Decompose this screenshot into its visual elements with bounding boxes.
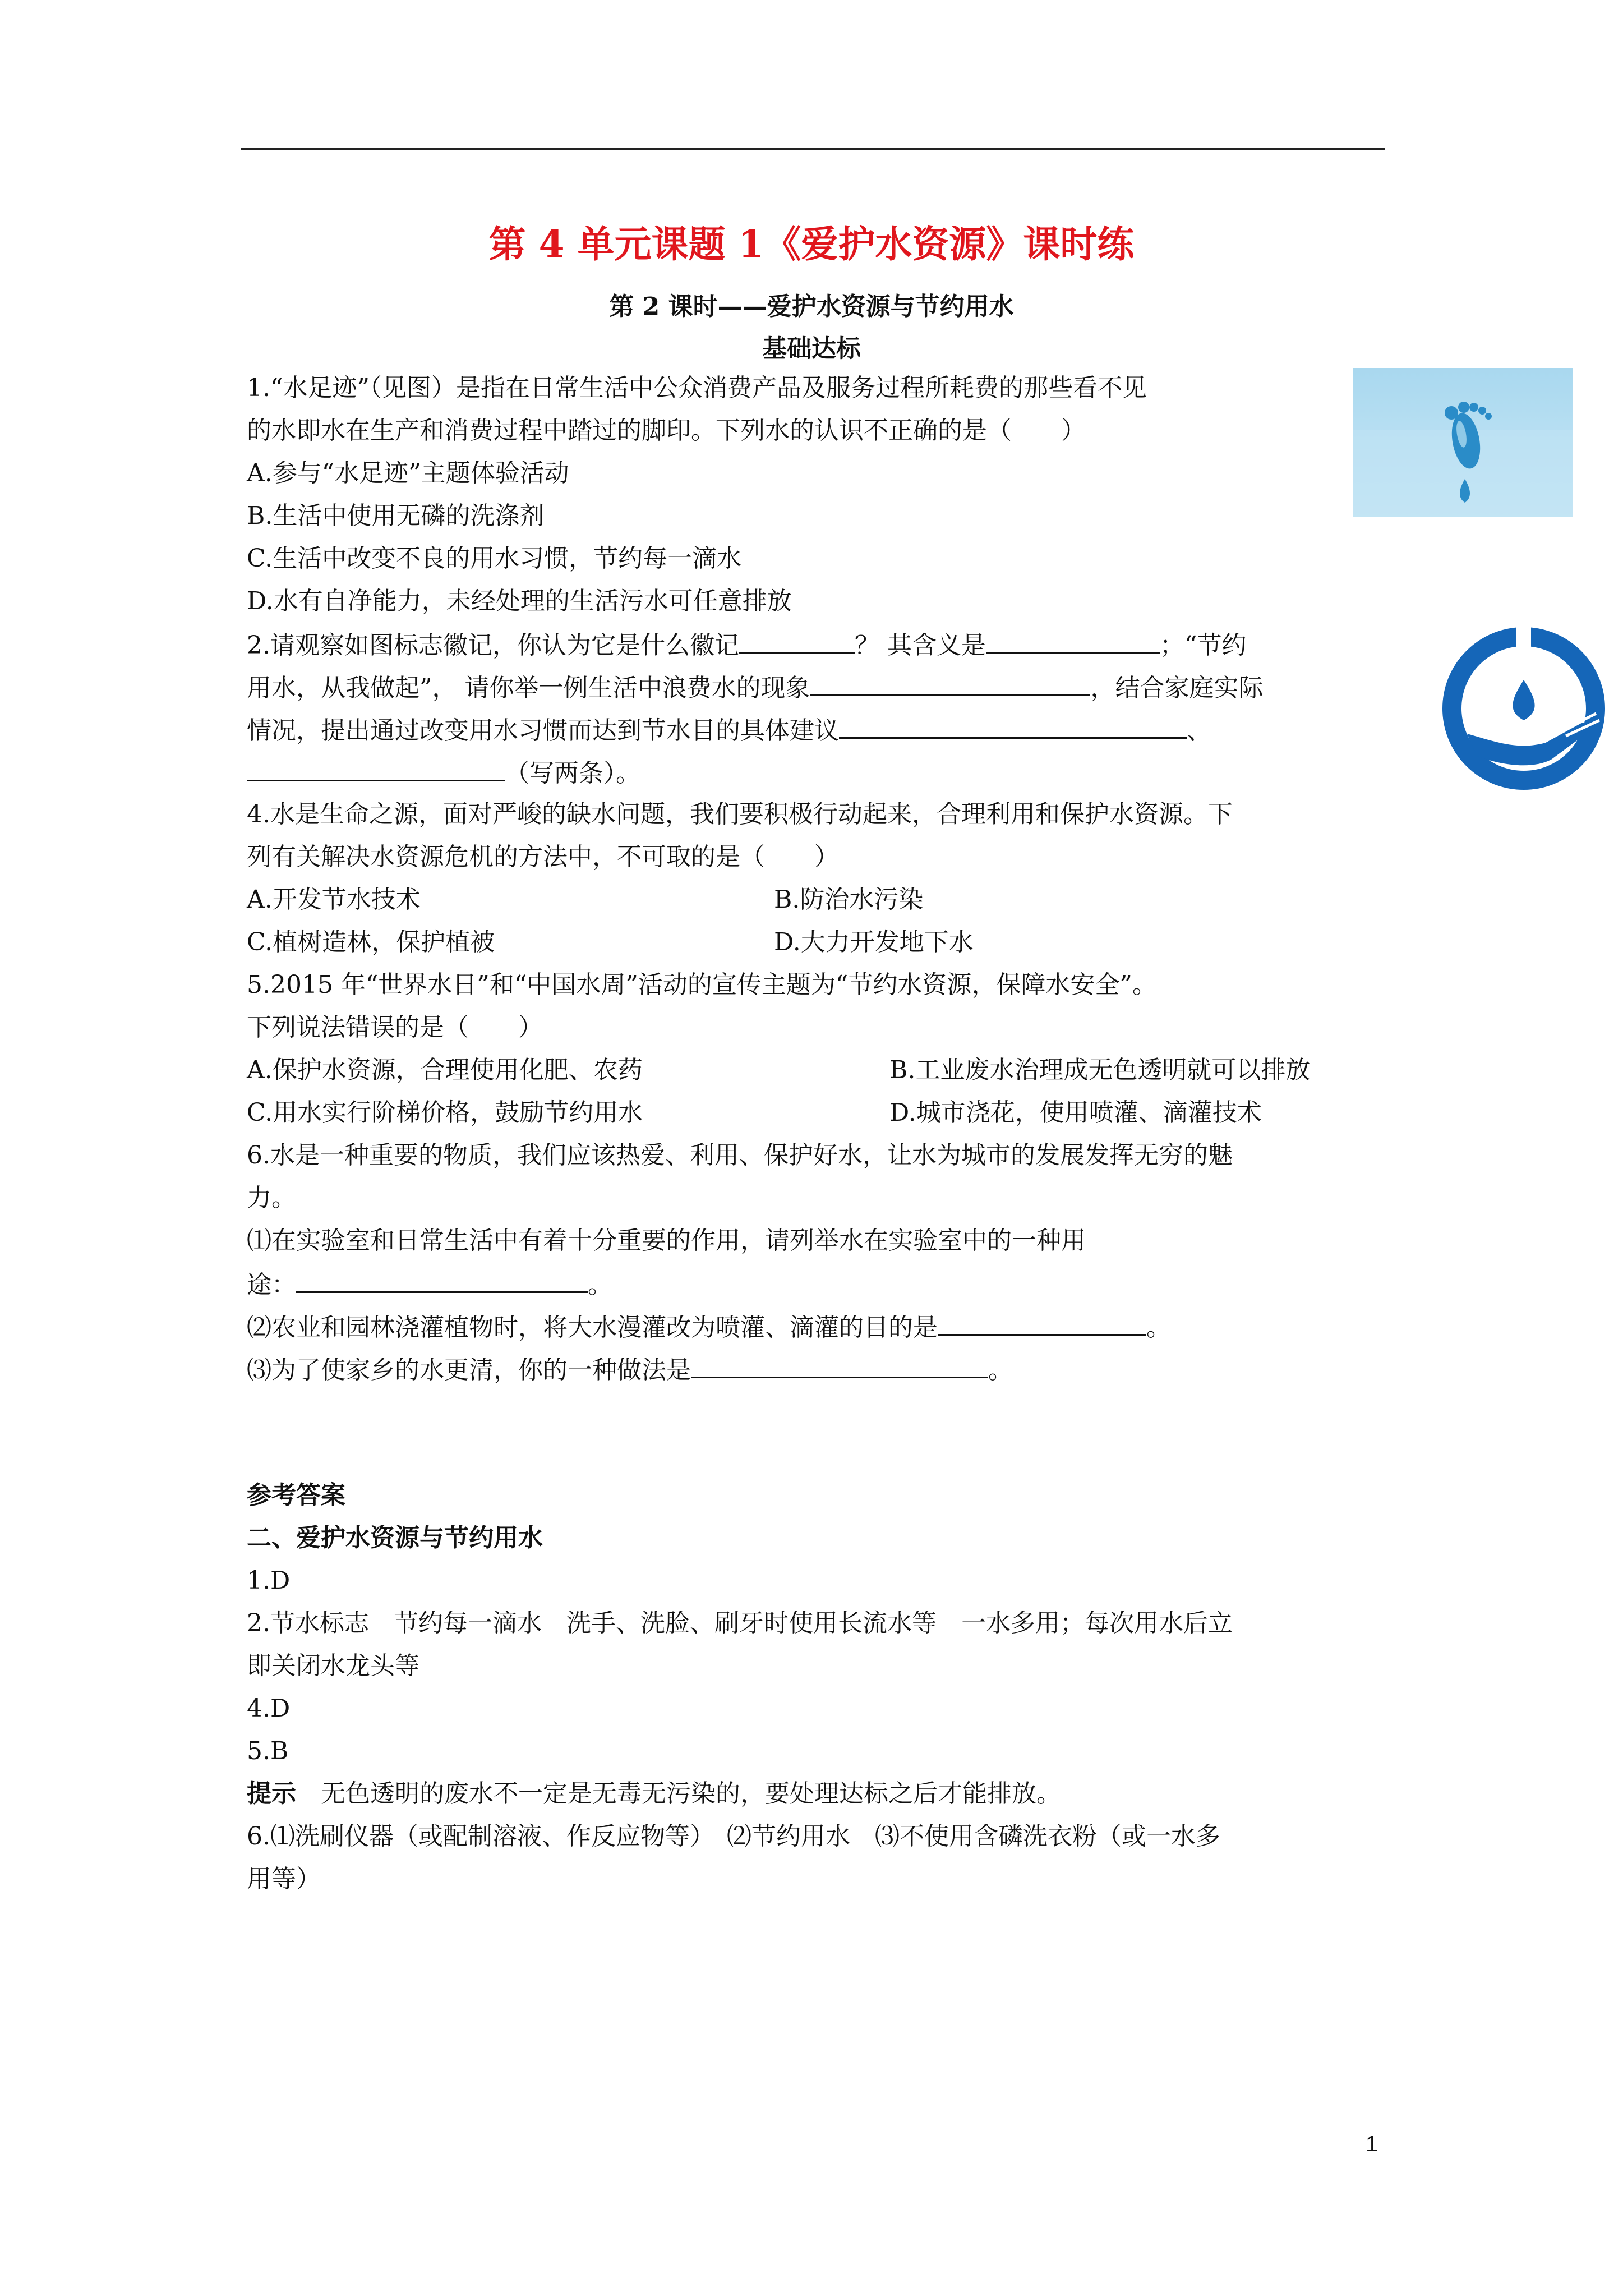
q5-option-b: B.工业废水治理成无色透明就可以排放 xyxy=(889,1056,1311,1084)
q2-blank-waste-example[interactable] xyxy=(810,670,1090,696)
q6-part3 xyxy=(247,1352,1013,1387)
q2-text-1a: 2.请观察如图标志徽记，你认为它是什么徽记 xyxy=(247,631,739,660)
answer-2-line1: 2.节水标志 节约每一滴水 洗手、洗脸、刷牙时使用长流水等 一水多用；每次用水后立 xyxy=(247,1609,1233,1637)
answer-4: 4.D xyxy=(247,1694,291,1723)
hint-text: 无色透明的废水不一定是无毒无污染的，要处理达标之后才能排放。 xyxy=(296,1779,1061,1808)
q6-part3-end: 。 xyxy=(988,1356,1013,1384)
q5-option-c: C.用水实行阶梯价格，鼓励节约用水 xyxy=(247,1098,643,1127)
header-rule xyxy=(241,148,1385,150)
q4-stem-line2: 列有关解决水资源危机的方法中，不可取的是（ ） xyxy=(247,843,839,871)
q1-stem-line2: 的水即水在生产和消费过程中踏过的脚印。下列水的认识不正确的是（ ） xyxy=(247,416,1086,445)
q2-text-3b: 、 xyxy=(1187,716,1211,745)
q6-part1-label: 途： xyxy=(247,1271,296,1299)
q2-blank-suggestion-1[interactable] xyxy=(839,712,1187,739)
answer-2-line2: 即关闭水龙头等 xyxy=(247,1651,419,1680)
q6-part2-text: ⑵农业和园林浇灌植物时，将大水漫灌改为喷灌、滴灌的目的是 xyxy=(247,1313,938,1342)
q6-blank-clean-water-action[interactable] xyxy=(691,1352,988,1378)
q6-stem-line1: 6.水是一种重要的物质，我们应该热爱、利用、保护好水，让水为城市的发展发挥无穷的魅 xyxy=(247,1141,1233,1170)
q4-option-c: C.植树造林，保护植被 xyxy=(247,928,495,956)
q2-line1 xyxy=(247,627,1246,662)
answers-section: 二、爱护水资源与节约用水 xyxy=(247,1524,543,1552)
page-number: 1 xyxy=(1366,2132,1378,2156)
lesson-subtitle: 第 2 课时——爱护水资源与节约用水 xyxy=(609,292,1014,321)
q2-blank-emblem[interactable] xyxy=(739,627,855,654)
q2-text-4: （写两条）。 xyxy=(505,759,640,788)
answer-1: 1.D xyxy=(247,1566,291,1595)
q6-stem-line2: 力。 xyxy=(247,1184,296,1212)
answer-5-hint xyxy=(247,1777,1061,1811)
q6-part1-line2 xyxy=(247,1267,612,1302)
page-title: 第 4 单元课题 1《爱护水资源》课时练 xyxy=(488,222,1135,266)
q6-part2 xyxy=(247,1309,1171,1345)
q1-stem-line1: 1.“水足迹”（见图）是指在日常生活中公众消费产品及服务过程所耗费的那些看不见 xyxy=(247,374,1147,402)
q5-stem-line2: 下列说法错误的是（ ） xyxy=(247,1013,543,1042)
answer-5: 5.B xyxy=(247,1737,289,1765)
q5-option-a: A.保护水资源，合理使用化肥、农药 xyxy=(247,1056,643,1084)
q2-line4 xyxy=(247,755,640,790)
hint-label: 提示 xyxy=(247,1779,296,1808)
section-heading: 基础达标 xyxy=(762,334,861,363)
answer-6-line2: 用等） xyxy=(247,1865,321,1893)
water-footprint-icon xyxy=(1353,368,1573,517)
q6-part2-end: 。 xyxy=(1146,1313,1171,1342)
q2-blank-meaning[interactable] xyxy=(986,627,1160,654)
answer-6-line1: 6.⑴洗刷仪器（或配制溶液、作反应物等） ⑵节约用水 ⑶不使用含磷洗衣粉（或一水多 xyxy=(247,1822,1220,1851)
q2-text-1c: ；“节约 xyxy=(1159,631,1247,660)
q6-part3-text: ⑶为了使家乡的水更清，你的一种做法是 xyxy=(247,1356,691,1384)
q2-text-1b: ？ 其含义是 xyxy=(854,631,986,660)
q4-option-a: A.开发节水技术 xyxy=(247,885,421,914)
q1-option-b: B.生活中使用无磷的洗涤剂 xyxy=(247,501,545,530)
q4-option-d: D.大力开发地下水 xyxy=(774,928,974,956)
water-saving-logo-icon xyxy=(1433,618,1614,799)
q4-option-b: B.防治水污染 xyxy=(774,885,924,914)
q2-text-2b: ，结合家庭实际 xyxy=(1090,674,1264,702)
q2-text-3a: 情况，提出通过改变用水习惯而达到节水目的具体建议 xyxy=(247,716,839,745)
q1-option-a: A.参与“水足迹”主题体验活动 xyxy=(247,459,569,487)
q4-stem-line1: 4.水是生命之源，面对严峻的缺水问题，我们要积极行动起来，合理利用和保护水资源。下 xyxy=(247,800,1233,829)
answers-heading: 参考答案 xyxy=(247,1481,345,1510)
q2-line3 xyxy=(247,712,1211,748)
q1-option-c: C.生活中改变不良的用水习惯，节约每一滴水 xyxy=(247,544,742,573)
q2-line2 xyxy=(247,670,1263,705)
q6-part1-end: 。 xyxy=(588,1271,612,1299)
q5-option-d: D.城市浇花，使用喷灌、滴灌技术 xyxy=(889,1098,1262,1127)
q2-blank-suggestion-2[interactable] xyxy=(247,755,505,781)
q5-stem-line1: 5.2015 年“世界水日”和“中国水周”活动的宣传主题为“节约水资源，保障水安全”。 xyxy=(247,970,1157,999)
q1-option-d: D.水有自净能力，未经处理的生活污水可任意排放 xyxy=(247,587,792,615)
q6-blank-lab-use[interactable] xyxy=(296,1267,588,1293)
q6-part1-line1: ⑴在实验室和日常生活中有着十分重要的作用，请列举水在实验室中的一种用 xyxy=(247,1226,1086,1255)
q2-text-2a: 用水，从我做起”， 请你举一例生活中浪费水的现象 xyxy=(247,674,810,702)
q6-blank-irrigation-purpose[interactable] xyxy=(938,1309,1146,1336)
